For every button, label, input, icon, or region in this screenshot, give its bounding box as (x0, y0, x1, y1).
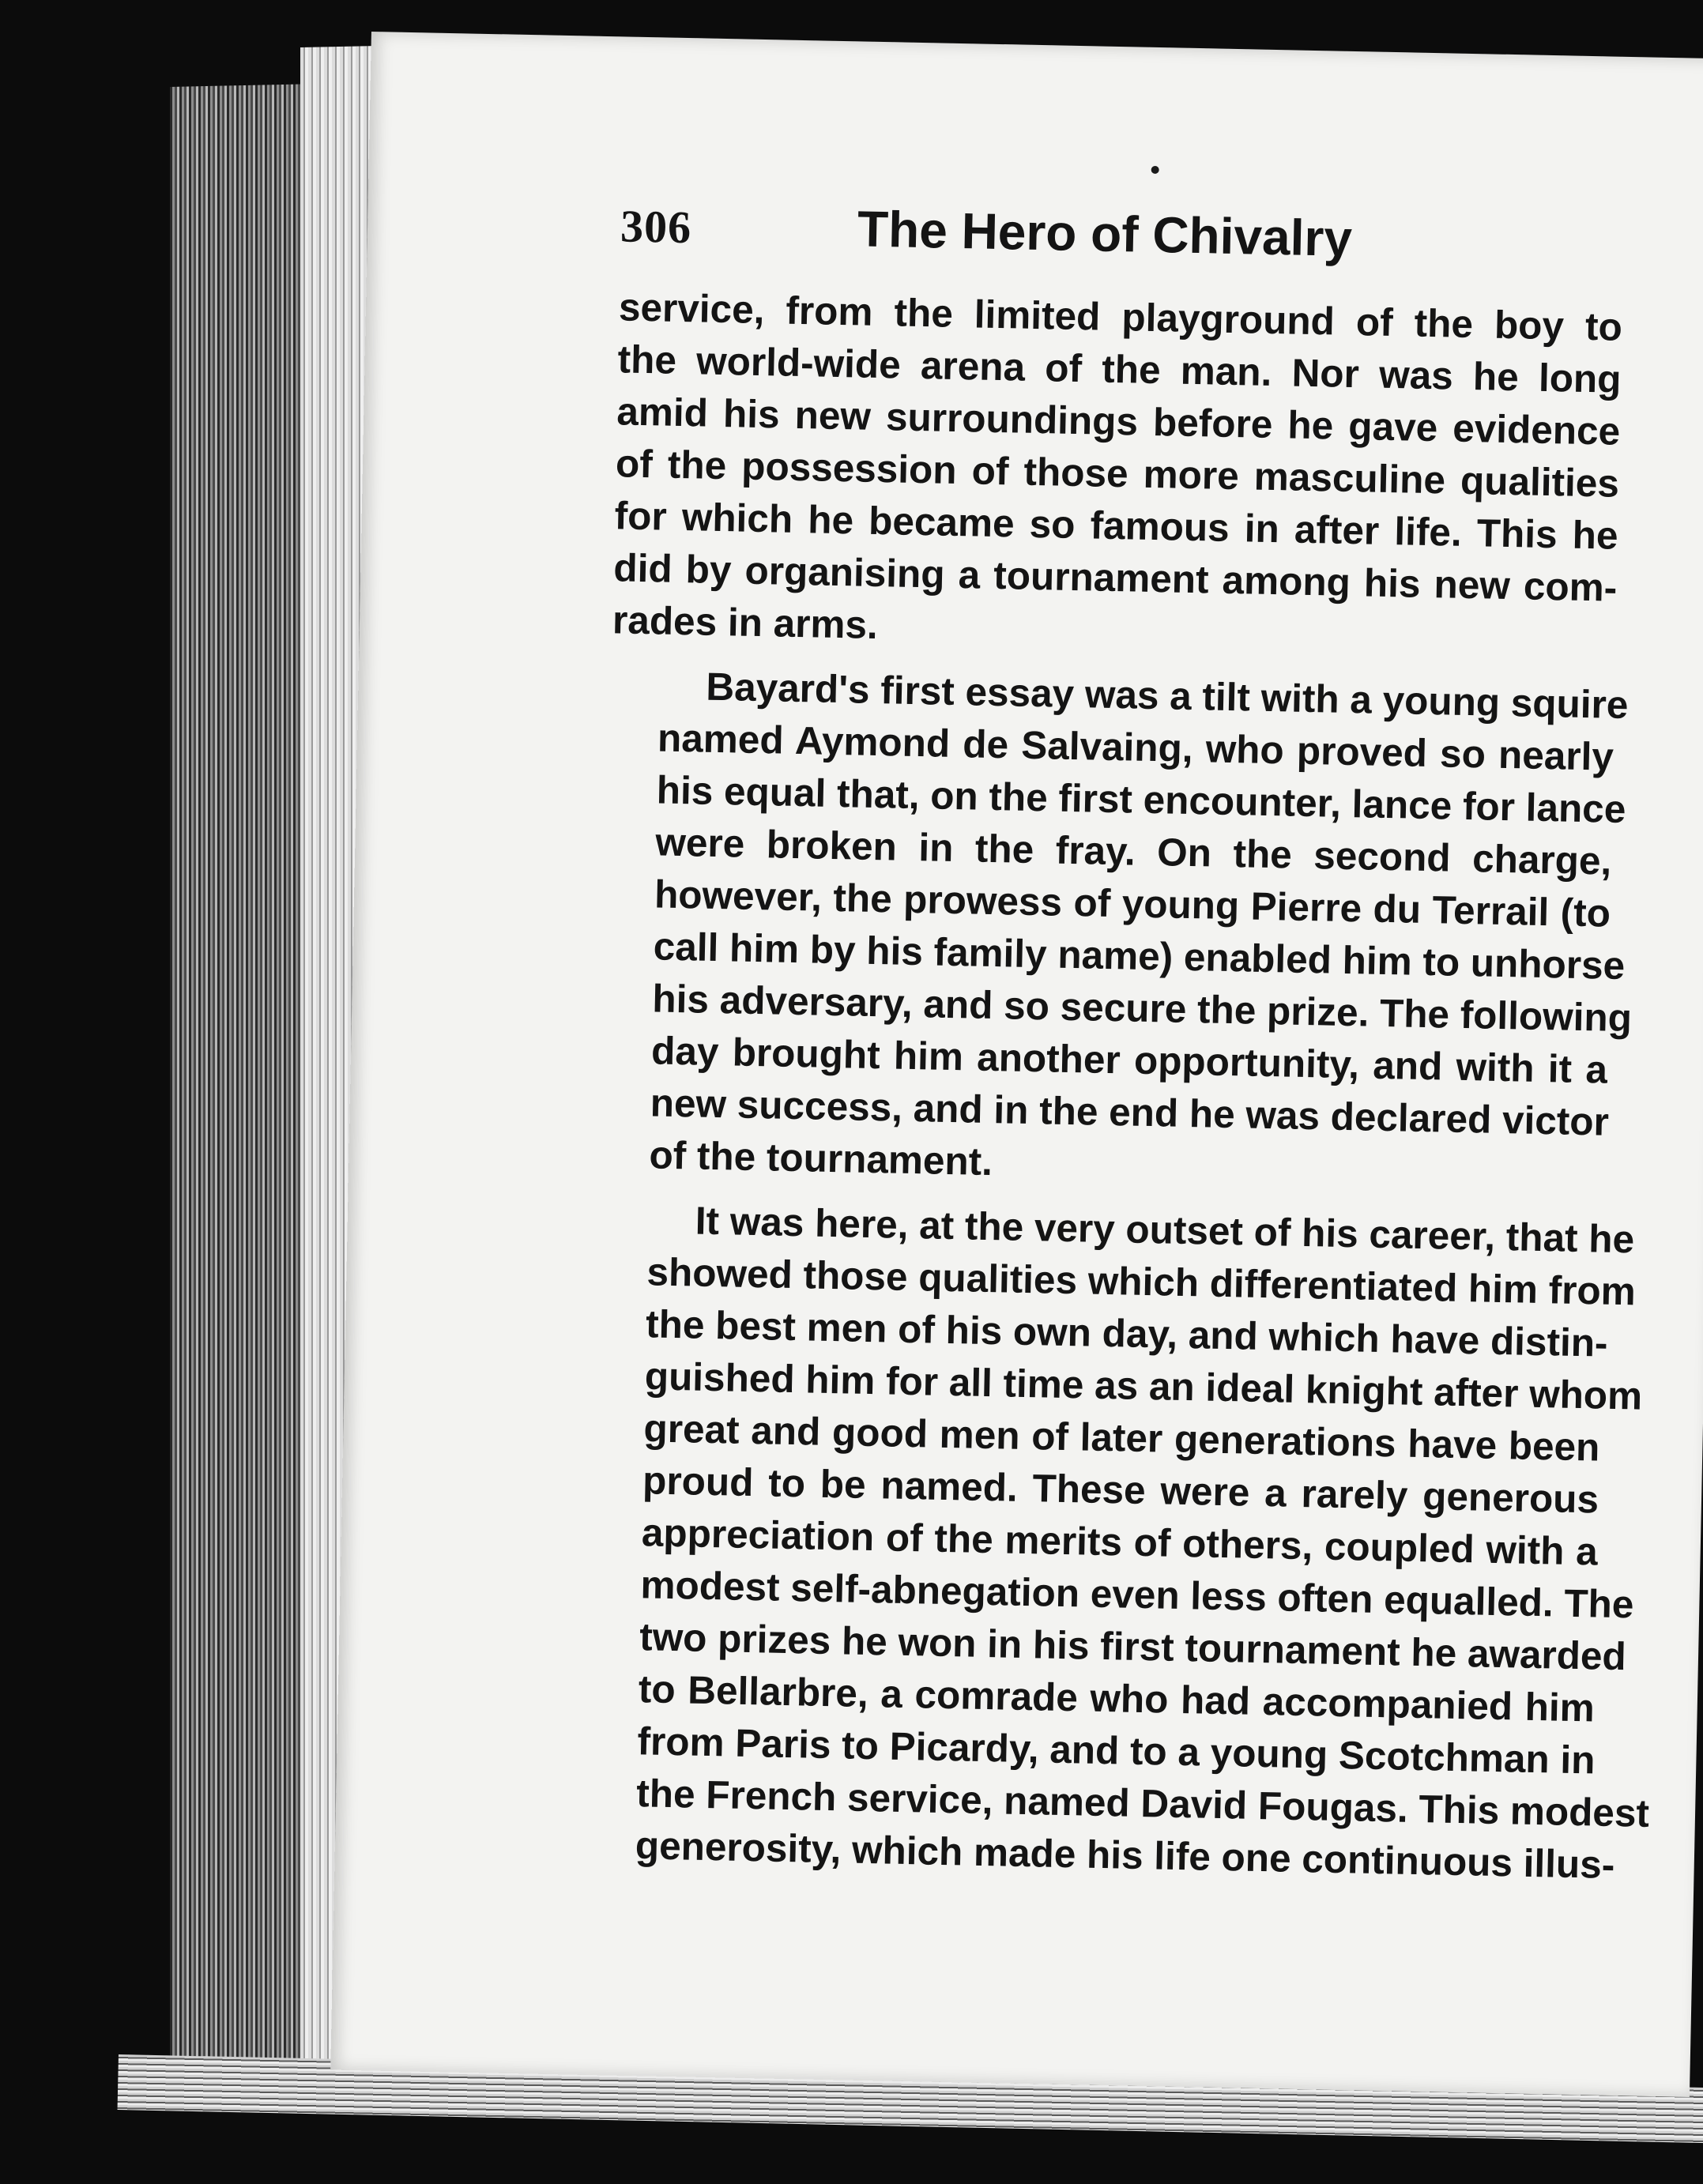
text-line: the French service, named David Fougas. This modest (635, 1772, 1650, 1836)
text-line: generosity, which made his life one continuous illus- (635, 1824, 1615, 1888)
text-line: great and good men of later generations have been (643, 1406, 1600, 1470)
text-line: amid his new surroundings before he gave evidence (616, 390, 1621, 454)
paragraph (587, 1193, 1650, 1891)
text-line: did by organising a tournament among his new com- (612, 546, 1618, 610)
paragraph (601, 659, 1633, 1200)
text-line: day brought him another opportunity, and with it a (650, 1029, 1608, 1092)
text-line: appreciation of the merits of others, coupled with a (641, 1511, 1599, 1574)
text-line: modest self-abnegation even less often equalled. The (640, 1563, 1634, 1627)
text-line: call him by his family name) enabled him to unhorse (653, 924, 1626, 988)
text-line: Bayard's first essay was a tilt with a young squire (705, 665, 1629, 728)
text-line: his adversary, and so secure the prize. The following (651, 977, 1633, 1041)
text-line: two prizes he won in his first tournament he awarded (639, 1615, 1627, 1679)
paragraph (612, 281, 1622, 666)
text-line: the world-wide arena of the man. Nor was he long (617, 337, 1622, 401)
text-line: proud to be named. These were a rarely generous (642, 1459, 1599, 1522)
body-text (587, 281, 1650, 1891)
scan-speck (1151, 166, 1159, 174)
text-line: for which he became so famous in after life. This he (614, 494, 1619, 558)
text-line: his equal that, on the first encounter, lance for lance (656, 768, 1626, 832)
page-number: 306 (620, 200, 692, 254)
text-line: to Bellarbre, a comrade who had accompanied him (638, 1667, 1596, 1730)
text-line: of the possession of those more masculine qualities (615, 442, 1620, 506)
text-line: new success, and in the end he was declared victor (650, 1081, 1610, 1144)
text-line: the best men of his own day, and which have distin- (645, 1302, 1609, 1365)
text-line: however, the prowess of young Pierre du Terrail (to (654, 872, 1611, 936)
running-title: The Hero of Chivalry (857, 200, 1353, 267)
text-line: showed those qualities which differentiated him from (646, 1250, 1637, 1314)
text-line: from Paris to Picardy, and to a young Scotchman in (637, 1719, 1596, 1783)
text-line: It was here, at the very outset of his career, that he (695, 1199, 1635, 1262)
text-line: rades in arms. (612, 598, 879, 648)
text-line: guished him for all time as an ideal knight after whom (644, 1354, 1643, 1418)
text-line: named Aymond de Salvaing, who proved so nearly (657, 716, 1614, 779)
text-line: were broken in the fray. On the second charge, (654, 820, 1612, 883)
book-page (330, 32, 1703, 2097)
text-block (587, 194, 1650, 1891)
text-line: of the tournament. (648, 1133, 993, 1184)
text-line: service, from the limited playground of the boy to (618, 285, 1623, 349)
